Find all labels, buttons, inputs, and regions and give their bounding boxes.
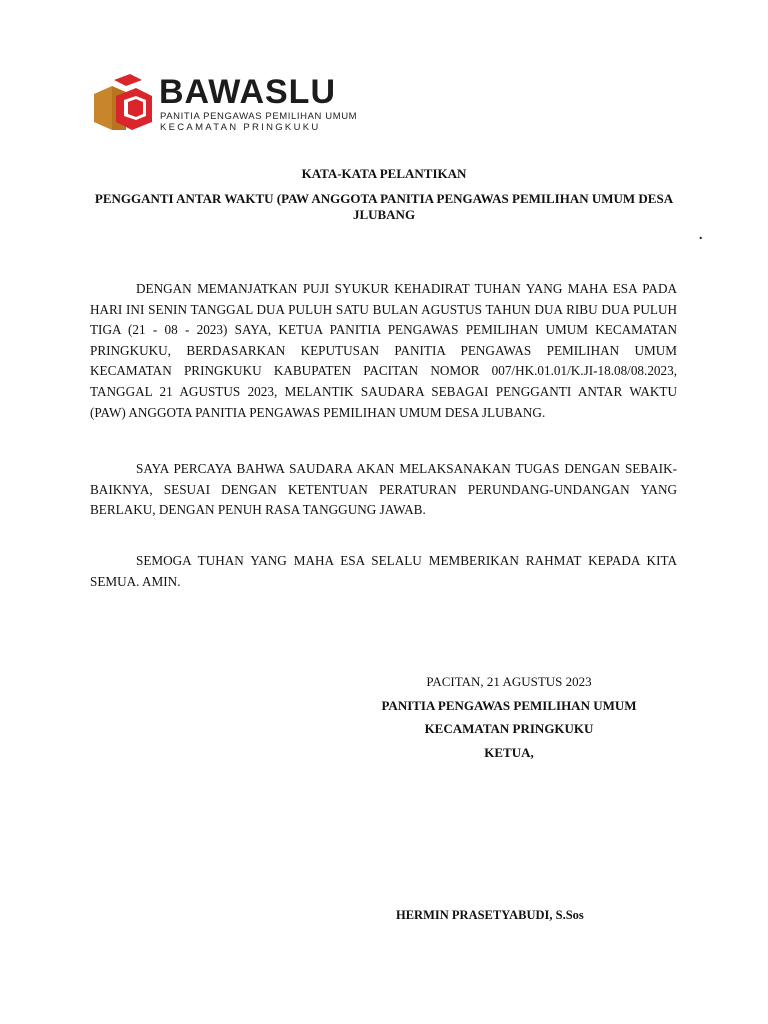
bawaslu-logo	[92, 72, 358, 134]
stray-mark: .	[699, 228, 703, 243]
document-subtitle: PENGGANTI ANTAR WAKTU (PAW ANGGOTA PANITIA PENGAWAS PEMILIHAN UMUM DESA JLUBANG	[94, 191, 674, 222]
signature-org-line2: KECAMATAN PRINGKUKU	[424, 721, 594, 736]
document-title: KATA-KATA PELANTIKAN	[301, 166, 467, 181]
signature-org-line1: PANITIA PENGAWAS PEMILIHAN UMUM	[381, 698, 637, 713]
signer-name: HERMIN PRASETYABUDI, S.Sos	[396, 908, 584, 922]
signature-position: KETUA,	[484, 745, 534, 760]
logo-subtitle-line1: PANITIA PENGAWAS PEMILIHAN UMUM	[160, 111, 358, 122]
body-paragraph: SAYA PERCAYA BAHWA SAUDARA AKAN MELAKSANAKAN TUGAS DENGAN SEBAIK-BAIKNYA, SESUAI DENGAN KETENTUAN PERATURAN PERUNDANG-UNDANGAN YANG BERLAKU, DENGAN PENUH RASA TANGGUNG JAWAB.	[90, 461, 677, 518]
place-date: PACITAN, 21 AGUSTUS 2023	[426, 674, 592, 689]
logo-subtitle-line2: KECAMATAN PRINGKUKU	[160, 122, 321, 133]
logo-wordmark: BAWASLU	[159, 73, 336, 111]
body-paragraph: SEMOGA TUHAN YANG MAHA ESA SELALU MEMBERIKAN RAHMAT KEPADA KITA SEMUA. AMIN.	[90, 553, 677, 589]
bawaslu-emblem-icon	[92, 74, 154, 132]
body-paragraph: DENGAN MEMANJATKAN PUJI SYUKUR KEHADIRAT TUHAN YANG MAHA ESA PADA HARI INI SENIN TANGGAL DUA PULUH SATU BULAN AGUSTUS TAHUN DUA RIBU DUA PULUH TIGA (21 - 08 - 2023) SAYA, KETUA PANITIA PENGAWAS PEMILIHAN UMUM KECAMATAN PRINGKUKU, BERDASARKAN KEPUTUSAN PANITIA PENGAWAS PEMILIHAN UMUM KECAMATAN PRINGKUKU KABUPATEN PACITAN NOMOR 007/HK.01.01/K.JI-18.08/08.2023, TANGGAL 21 AGUSTUS 2023, MELANTIK SAUDARA SEBAGAI PENGGANTI ANTAR WAKTU (PAW) ANGGOTA PANITIA PENGAWAS PEMILIHAN UMUM DESA JLUBANG.	[90, 281, 677, 420]
